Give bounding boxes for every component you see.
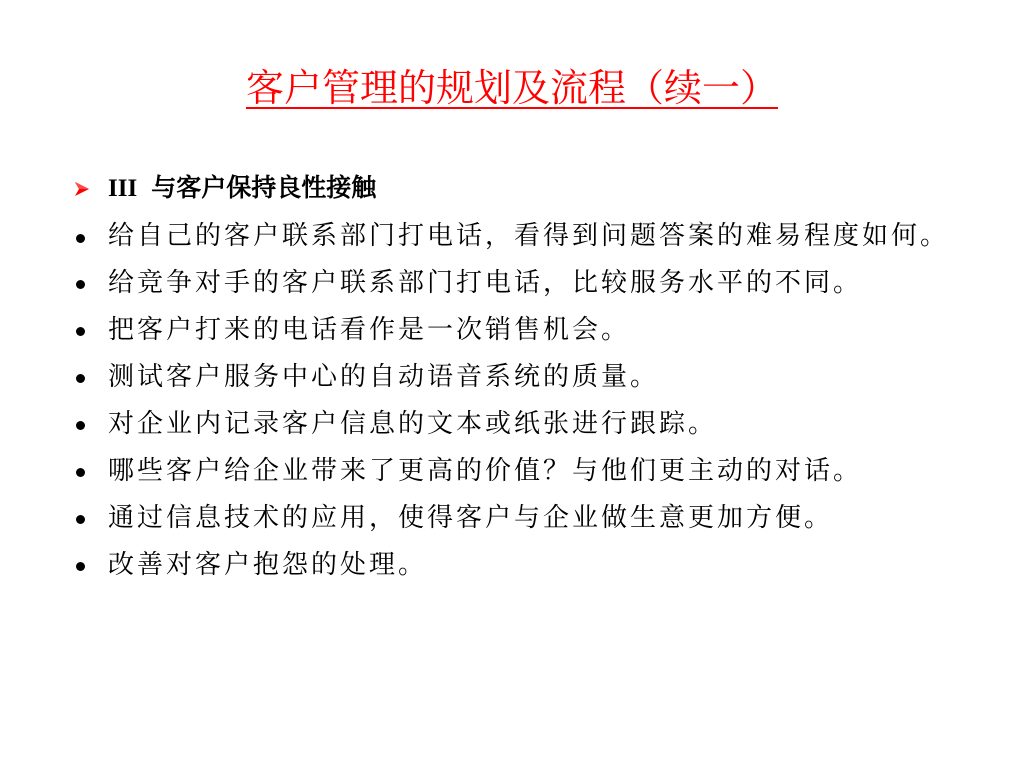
section-heading [74,168,1004,209]
section-heading-text [108,168,1004,209]
bullet-text: 给自己的客户联系部门打电话，看得到问题答案的难易程度如何。 [108,221,950,251]
bullet-icon [74,218,108,243]
bullet-icon [74,311,108,336]
slide-title: 客户管理的规划及流程（续一） [245,66,778,110]
slide-content [74,168,1004,584]
bullet-icon [74,358,108,383]
bullet-item [74,311,1004,349]
section-roman-numeral: III [108,175,138,202]
bullet-icon [74,405,108,430]
bullet-item [74,452,1004,490]
bullet-text: 测试客户服务中心的自动语音系统的质量。 [108,362,660,392]
bullet-item [74,546,1004,584]
bullet-text: 通过信息技术的应用，使得客户与企业做生意更加方便。 [108,503,834,533]
bullet-icon [74,499,108,524]
bullet-icon [74,264,108,289]
section-heading-label: 与客户保持良性接触 [151,173,377,202]
arrow-right-icon-svg [74,181,90,197]
bullet-text: 把客户打来的电话看作是一次销售机会。 [108,315,631,345]
bullet-item [74,358,1004,396]
bullet-item [74,499,1004,537]
bullet-text: 哪些客户给企业带来了更高的价值？与他们更主动的对话。 [108,456,863,486]
bullet-text: 对企业内记录客户信息的文本或纸张进行跟踪。 [108,409,718,439]
bullet-item [74,218,1004,255]
arrow-right-icon [74,168,108,197]
bullet-item [74,405,1004,443]
bullet-icon [74,546,108,571]
bullet-item [74,264,1004,302]
bullet-text: 改善对客户抱怨的处理。 [108,550,428,580]
bullet-text: 给竞争对手的客户联系部门打电话，比较服务水平的不同。 [108,268,863,298]
bullet-icon [74,452,108,477]
